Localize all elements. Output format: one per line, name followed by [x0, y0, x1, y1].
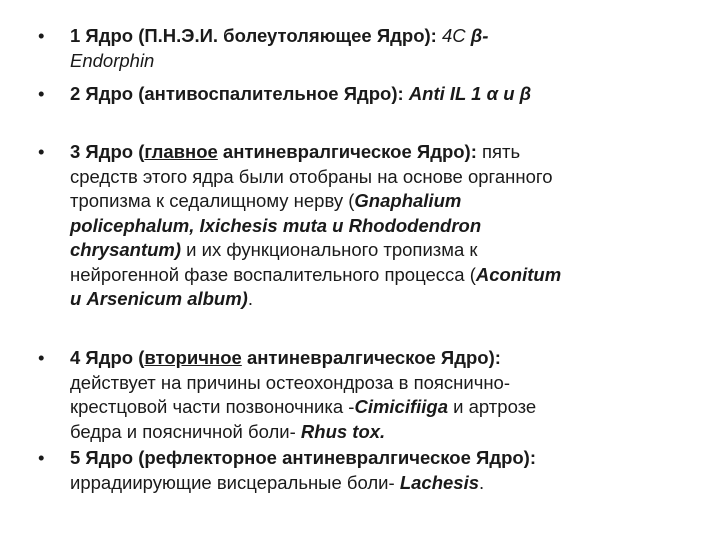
text-run: вторичное — [144, 347, 242, 368]
text-run: антиневралгическое Ядро): — [217, 141, 483, 162]
text-line — [70, 287, 698, 312]
text-line — [70, 371, 698, 396]
text-line — [70, 446, 698, 471]
bullet-icon: • — [38, 25, 45, 46]
bullet-icon: • — [38, 447, 45, 468]
text-run: 2 Ядро (антивоспалительное Ядро): — [70, 83, 409, 104]
text-run: . — [247, 288, 253, 309]
item-text — [70, 140, 698, 312]
text-run: и их функционального тропизма к — [181, 239, 478, 260]
text-run: тропизма к седалищному нерву ( — [70, 190, 355, 211]
text-run: антиневралгическое Ядро): — [241, 347, 501, 368]
text-run: . — [479, 471, 485, 493]
text-run: иррадиирующие висцеральные боли- — [70, 471, 400, 493]
text-run: Lachesis — [399, 471, 479, 493]
list-item-4 — [38, 346, 698, 444]
text-line — [70, 420, 698, 445]
text-line — [70, 140, 698, 165]
text-line — [70, 82, 698, 107]
text-run: Cimicifiiga — [354, 396, 449, 417]
text-run: Aconitum — [475, 263, 562, 285]
item-text — [70, 346, 698, 444]
text-run: Endorphin — [70, 49, 155, 71]
text-run: пять — [482, 141, 521, 162]
text-run: и Arsenicum album) — [70, 288, 248, 309]
text-run: 4С — [441, 25, 471, 46]
text-line — [70, 49, 698, 74]
list-item-5 — [38, 446, 698, 495]
text-run: β- — [470, 25, 489, 46]
text-line — [70, 165, 698, 190]
text-run: Rhus tox. — [300, 420, 386, 442]
text-line — [70, 189, 698, 214]
text-run: нейрогенной фазе воспалительного процесса ( — [70, 263, 476, 285]
text-line — [70, 263, 698, 288]
text-line — [70, 346, 698, 371]
text-run: действует на причины остеохондроза в пояснично- — [70, 371, 510, 393]
text-run: средств этого ядра были отобраны на основе органного — [70, 165, 553, 187]
text-run: policephalum, Ixichesis muta и Rhododendron — [70, 214, 482, 236]
text-line — [70, 238, 698, 263]
text-run: и артрозе — [448, 396, 537, 417]
text-run: 5 Ядро (рефлекторное антиневралгическое Ядро): — [70, 447, 536, 468]
text-run: бедра и поясничной боли- — [70, 420, 301, 442]
item-text — [70, 446, 698, 495]
text-run: Anti IL 1 α и β — [408, 83, 532, 104]
text-run: главное — [144, 141, 218, 162]
text-run: Gnaphalium — [354, 190, 462, 211]
item-text — [70, 82, 698, 107]
list-item-1 — [38, 24, 698, 73]
text-run: 4 Ядро ( — [70, 347, 145, 368]
bullet-icon: • — [38, 347, 45, 368]
text-line — [70, 395, 698, 420]
text-run: 3 Ядро ( — [70, 141, 145, 162]
bullet-icon: • — [38, 141, 45, 162]
text-line — [70, 24, 698, 49]
list-item-2 — [38, 82, 698, 107]
text-run: крестцовой части позвоночника - — [70, 396, 355, 417]
text-line — [70, 214, 698, 239]
list-item-3 — [38, 140, 698, 312]
text-line — [70, 471, 698, 496]
text-run: chrysantum) — [70, 239, 182, 260]
item-text — [70, 24, 698, 73]
text-run: 1 Ядро (П.Н.Э.И. болеутоляющее Ядро): — [70, 25, 442, 46]
bullet-icon: • — [38, 83, 45, 104]
